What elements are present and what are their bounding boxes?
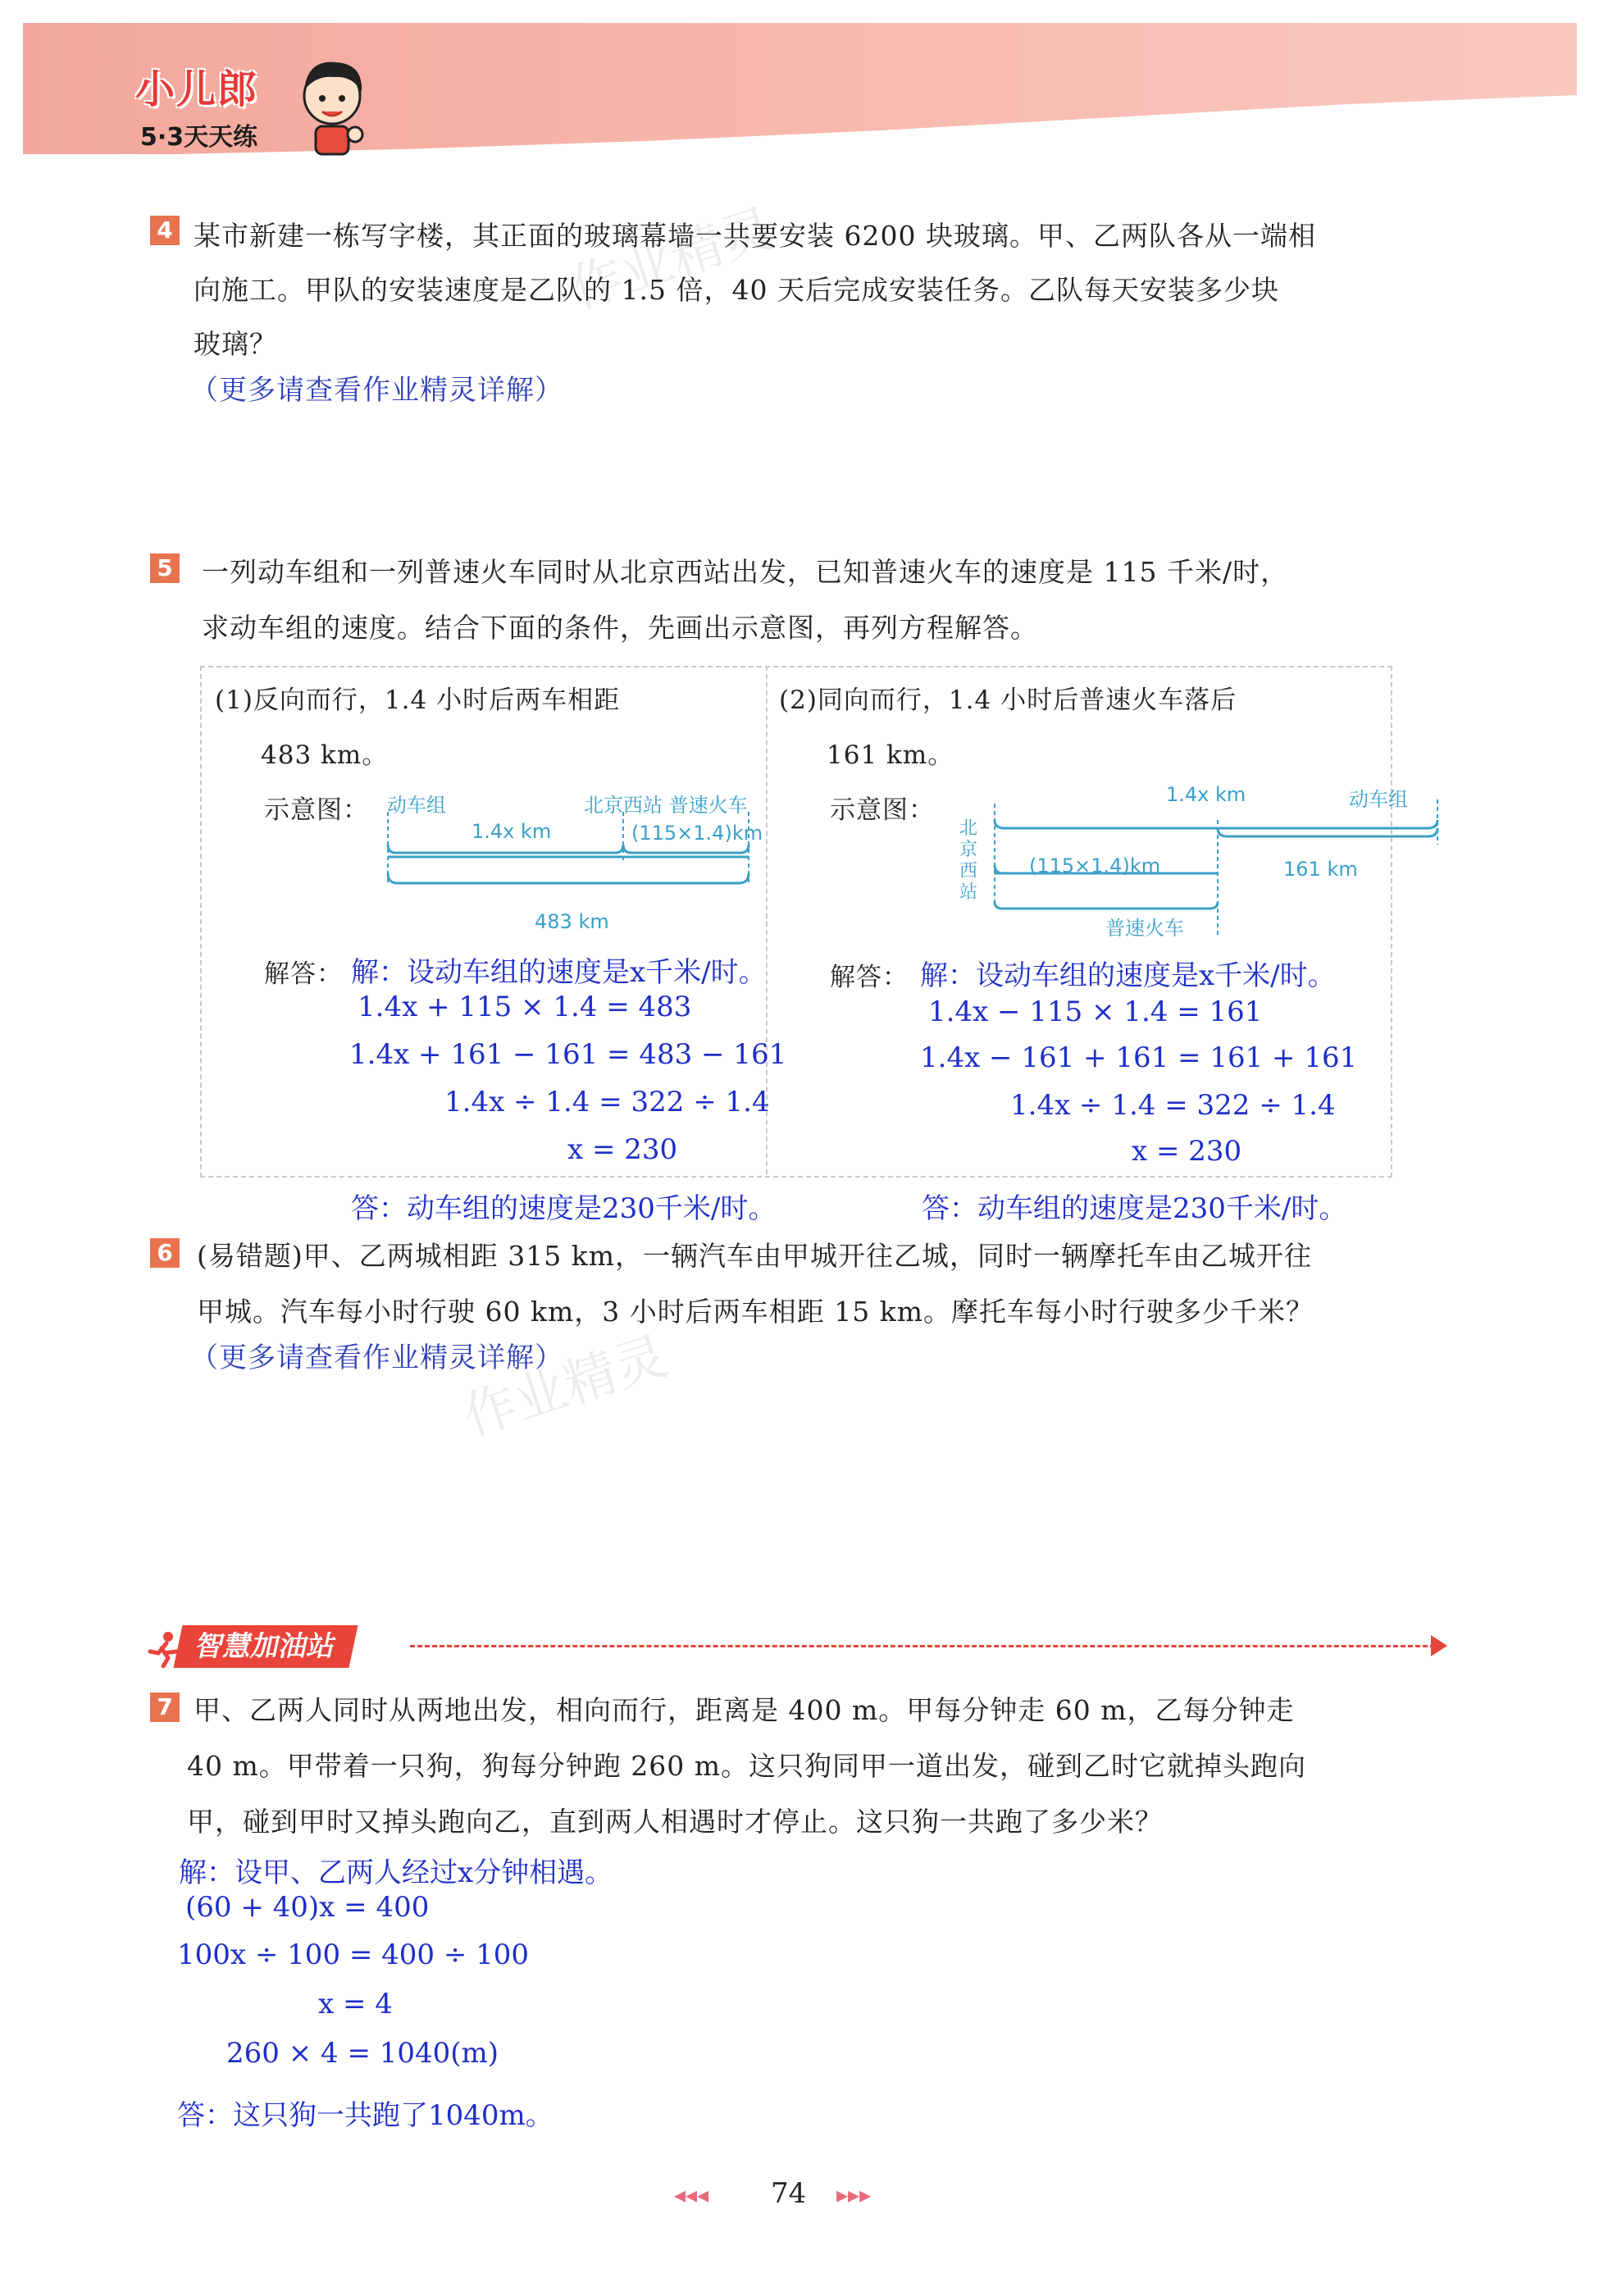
logo-subtitle: 5·3天天练 xyxy=(140,123,258,152)
diag1-right-label: 北京西站 普速火车 xyxy=(584,794,748,817)
diagram1-lines xyxy=(381,808,758,906)
q6-text-line: 甲城。汽车每小时行驶 60 km，3 小时后两车相距 15 km。摩托车每小时行驶多少千米？ xyxy=(197,1296,1314,1328)
part1-condition: 483 km。 xyxy=(261,740,389,770)
part1-answer-label: 解答： xyxy=(264,959,343,989)
part2-answer-label: 解答： xyxy=(830,963,909,992)
watermark: 作业精灵 xyxy=(563,198,782,321)
diag2-seg2-label: 161 km xyxy=(1283,858,1358,881)
q7-text-line: 40 m。甲带着一只狗，狗每分钟跑 260 m。这只狗同甲一道出发，碰到乙时它就掉头跑向 xyxy=(187,1750,1307,1782)
part2-diagram-label: 示意图： xyxy=(830,795,935,825)
part2-condition: (2)同向而行，1.4 小时后普速火车落后 xyxy=(779,686,1237,715)
part2-solution-line: 答：动车组的速度是230千米/时。 xyxy=(922,1192,1347,1225)
diag2-seg1-label: (115×1.4)km xyxy=(1029,854,1161,877)
part1-solution-line: 解：设动车组的速度是x千米/时。 xyxy=(351,956,767,989)
diag1-seg2-label: (115×1.4)km xyxy=(631,822,763,845)
q6-text-line: (易错题)甲、乙两城相距 315 km，一辆汽车由甲城开往乙城，同时一辆摩托车由乙城开往 xyxy=(197,1240,1313,1272)
q7-solution-line: (60 + 40)x = 400 xyxy=(185,1891,430,1924)
mascot-boy-icon xyxy=(291,51,373,157)
question-number-6: 6 xyxy=(150,1238,180,1268)
part2-solution-line: 1.4x − 115 × 1.4 = 161 xyxy=(928,995,1263,1028)
section-divider xyxy=(410,1645,1435,1647)
part2-solution-line: 1.4x ÷ 1.4 = 322 ÷ 1.4 xyxy=(1010,1089,1336,1122)
part1-solution-line: 1.4x + 161 − 161 = 483 − 161 xyxy=(349,1038,787,1071)
next-arrows-icon: ▸▸▸ xyxy=(836,2181,872,2208)
part2-condition: 161 km。 xyxy=(827,740,954,770)
q4-text-line: 向施工。甲队的安装速度是乙队的 1.5 倍，40 天后完成安装任务。乙队每天安装多少块 xyxy=(194,274,1279,306)
q7-text-line: 甲，碰到甲时又掉头跑向乙，直到两人相遇时才停止。这只狗一共跑了多少米？ xyxy=(187,1806,1163,1838)
part2-solution-line: 解：设动车组的速度是x千米/时。 xyxy=(920,959,1336,992)
diag1-left-label: 动车组 xyxy=(387,794,446,817)
q7-solution-line: 解：设甲、乙两人经过x分钟相遇。 xyxy=(179,1856,613,1889)
part1-solution-line: 1.4x ÷ 1.4 = 322 ÷ 1.4 xyxy=(444,1086,770,1118)
part1-solution-line: 答：动车组的速度是230千米/时。 xyxy=(351,1192,777,1225)
diag1-seg1-label: 1.4x km xyxy=(472,820,552,843)
q5-text-line: 一列动车组和一列普速火车同时从北京西站出发，已知普速火车的速度是 115 千米/时， xyxy=(202,556,1289,588)
diagram2-lines xyxy=(988,795,1447,935)
part1-solution-line: 1.4x + 115 × 1.4 = 483 xyxy=(358,991,692,1023)
section-header xyxy=(144,1625,406,1673)
watermark: 作业精灵 xyxy=(456,1325,676,1449)
question-number-4: 4 xyxy=(150,216,180,245)
part1-condition: (1)反向而行，1.4 小时后两车相距 xyxy=(215,686,621,715)
q7-solution-line: x = 4 xyxy=(318,1988,393,2020)
q4-text-line: 某市新建一栋写字楼，其正面的玻璃幕墙一共要安装 6200 块玻璃。甲、乙两队各从一端相 xyxy=(194,220,1316,252)
q7-solution-line: 答：这只狗一共跑了1040m。 xyxy=(177,2099,554,2132)
diag2-top-right-label: 动车组 xyxy=(1349,788,1408,811)
q7-solution-line: 260 × 4 = 1040(m) xyxy=(226,2037,499,2070)
diag1-total-label: 483 km xyxy=(535,910,609,933)
q7-solution-line: 100x ÷ 100 = 400 ÷ 100 xyxy=(177,1938,530,1971)
question-number-7: 7 xyxy=(150,1692,180,1722)
part1-diagram-label: 示意图： xyxy=(264,795,369,825)
page-number: 74 xyxy=(771,2177,807,2210)
diag2-top-label: 1.4x km xyxy=(1166,783,1246,806)
part1-solution-line: x = 230 xyxy=(567,1133,678,1166)
part2-solution-line: 1.4x − 161 + 161 = 161 + 161 xyxy=(920,1041,1358,1074)
q7-text-line: 甲、乙两人同时从两地出发，相向而行，距离是 400 m。甲每分钟走 60 m，乙每分钟走 xyxy=(194,1694,1295,1726)
q6-more-link[interactable]: （更多请查看作业精灵详解） xyxy=(190,1342,563,1374)
part2-solution-line: x = 230 xyxy=(1132,1135,1242,1168)
diag2-bottom-label: 普速火车 xyxy=(1105,917,1184,940)
q4-more-link[interactable]: （更多请查看作业精灵详解） xyxy=(190,374,563,407)
arrow-right-icon xyxy=(1431,1635,1447,1656)
q5-text-line: 求动车组的速度。结合下面的条件，先画出示意图，再列方程解答。 xyxy=(202,612,1038,644)
logo-title: 小儿郎 xyxy=(135,66,259,112)
question-number-5: 5 xyxy=(150,554,180,583)
prev-arrows-icon: ◂◂◂ xyxy=(674,2181,709,2208)
q4-text-line: 玻璃？ xyxy=(194,328,277,360)
diag2-station-label: 北京西站 xyxy=(959,818,978,903)
section-title: 智慧加油站 xyxy=(173,1625,358,1668)
